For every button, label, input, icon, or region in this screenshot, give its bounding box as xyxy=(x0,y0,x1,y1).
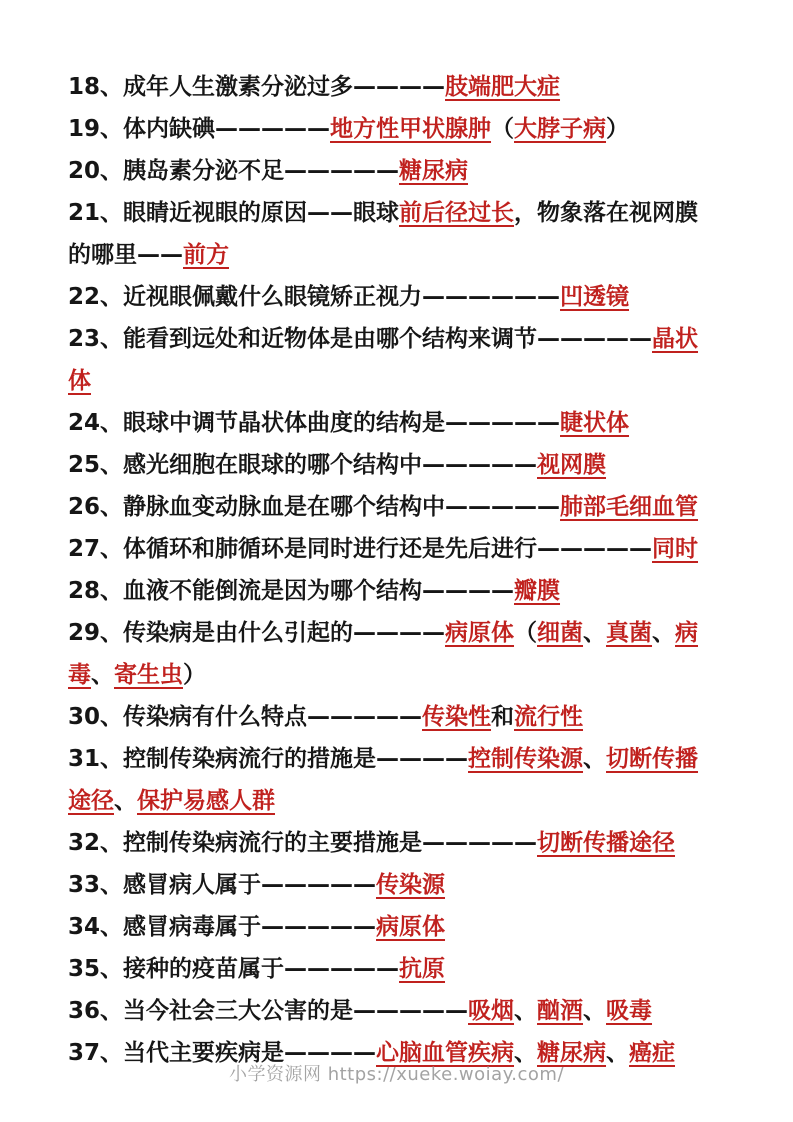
qa-item-18 xyxy=(68,66,710,108)
answer-text: 大脖子病 xyxy=(514,116,607,142)
qa-item-33 xyxy=(68,864,710,906)
answer-text: 地方性甲状腺肿 xyxy=(330,116,492,142)
answer-text: 肺部毛细血管 xyxy=(560,494,699,520)
qa-item-26 xyxy=(68,486,710,528)
question-text: ，物象落在视网膜的哪里—— xyxy=(68,200,699,268)
qa-item-28 xyxy=(68,570,710,612)
answer-text: 晶状体 xyxy=(68,326,699,394)
answer-text: 糖尿病 xyxy=(399,158,469,184)
question-text: 30、传染病有什么特点————— xyxy=(68,704,423,730)
answer-text: 真菌 xyxy=(606,620,653,646)
question-text: 35、接种的疫苗属于————— xyxy=(68,956,400,982)
question-text: 21、眼睛近视眼的原因——眼球 xyxy=(68,200,400,226)
qa-item-32 xyxy=(68,822,710,864)
question-text: 33、感冒病人属于————— xyxy=(68,872,377,898)
qa-item-25 xyxy=(68,444,710,486)
question-text: 24、眼球中调节晶状体曲度的结构是————— xyxy=(68,410,561,436)
qa-item-31 xyxy=(68,738,710,822)
answer-text: 传染性 xyxy=(422,704,492,730)
question-text: ） xyxy=(183,662,206,688)
qa-item-27 xyxy=(68,528,710,570)
question-text: 23、能看到远处和近物体是由哪个结构来调节————— xyxy=(68,326,653,352)
answer-text: 切断传播途径 xyxy=(537,830,676,856)
question-text: 27、体循环和肺循环是同时进行还是先后进行————— xyxy=(68,536,653,562)
question-text: 26、静脉血变动脉血是在哪个结构中————— xyxy=(68,494,561,520)
question-text: ） xyxy=(606,116,630,142)
question-text: 、 xyxy=(114,788,137,814)
question-text: 28、血液不能倒流是因为哪个结构———— xyxy=(68,578,515,604)
question-text: 31、控制传染病流行的措施是———— xyxy=(68,746,469,772)
question-text: 22、近视眼佩戴什么眼镜矫正视力—————— xyxy=(68,284,561,310)
question-text: 18、成年人生激素分泌过多———— xyxy=(68,74,446,100)
qa-item-20 xyxy=(68,150,710,192)
answer-text: 前方 xyxy=(183,242,229,268)
answer-text: 病原体 xyxy=(376,914,446,940)
answer-text: 前后径过长 xyxy=(399,200,515,226)
answer-text: 寄生虫 xyxy=(114,662,183,688)
answer-text: 切断传播途径 xyxy=(68,746,699,814)
question-text: 25、感光细胞在眼球的哪个结构中————— xyxy=(68,452,538,478)
question-text: 、 xyxy=(91,662,114,688)
question-text: （ xyxy=(491,116,515,142)
answer-text: 癌症 xyxy=(629,1040,676,1066)
question-text: 32、控制传染病流行的主要措施是————— xyxy=(68,830,538,856)
question-text: 、 xyxy=(514,998,538,1024)
answer-text: 流行性 xyxy=(514,704,584,730)
answer-text: 病毒 xyxy=(68,620,699,688)
answer-text: 肢端肥大症 xyxy=(445,74,561,100)
answer-text: 瓣膜 xyxy=(514,578,561,604)
answer-text: 视网膜 xyxy=(537,452,607,478)
question-text: 29、传染病是由什么引起的———— xyxy=(68,620,446,646)
answer-text: 抗原 xyxy=(399,956,446,982)
answer-text: 吸毒 xyxy=(606,998,653,1024)
answer-text: 细菌 xyxy=(537,620,584,646)
qa-item-35 xyxy=(68,948,710,990)
qa-item-22 xyxy=(68,276,710,318)
question-text: 、 xyxy=(583,746,607,772)
qa-item-30 xyxy=(68,696,710,738)
qa-item-23 xyxy=(68,318,710,402)
answer-text: 酗酒 xyxy=(537,998,584,1024)
answer-text: 睫状体 xyxy=(560,410,630,436)
question-text: 37、当代主要疾病是———— xyxy=(68,1040,377,1066)
answer-text: 同时 xyxy=(652,536,699,562)
question-text: 36、当今社会三大公害的是————— xyxy=(68,998,469,1024)
answer-text: 传染源 xyxy=(376,872,446,898)
answer-text: 糖尿病 xyxy=(537,1040,607,1066)
question-text: 和 xyxy=(491,704,515,730)
question-text: 、 xyxy=(606,1040,630,1066)
qa-item-24 xyxy=(68,402,710,444)
question-text: 、 xyxy=(652,620,676,646)
answer-text: 保护易感人群 xyxy=(137,788,275,814)
question-text: 、 xyxy=(583,998,607,1024)
footer-watermark: 小学资源网 https://xueke.woiay.com/ xyxy=(228,1064,565,1085)
answer-text: 病原体 xyxy=(445,620,515,646)
question-text: 20、胰岛素分泌不足————— xyxy=(68,158,400,184)
qa-item-21 xyxy=(68,192,710,276)
question-text: （ xyxy=(514,620,538,646)
answer-text: 控制传染源 xyxy=(468,746,584,772)
answer-text: 吸烟 xyxy=(468,998,515,1024)
qa-item-36 xyxy=(68,990,710,1032)
question-text: 19、体内缺碘————— xyxy=(68,116,331,142)
question-text: 、 xyxy=(583,620,607,646)
question-text: 34、感冒病毒属于————— xyxy=(68,914,377,940)
qa-item-34 xyxy=(68,906,710,948)
qa-item-29 xyxy=(68,612,710,696)
answer-text: 凹透镜 xyxy=(560,284,630,310)
answer-text: 心脑血管疾病 xyxy=(376,1040,515,1066)
qa-item-19 xyxy=(68,108,710,150)
question-text: 、 xyxy=(514,1040,538,1066)
